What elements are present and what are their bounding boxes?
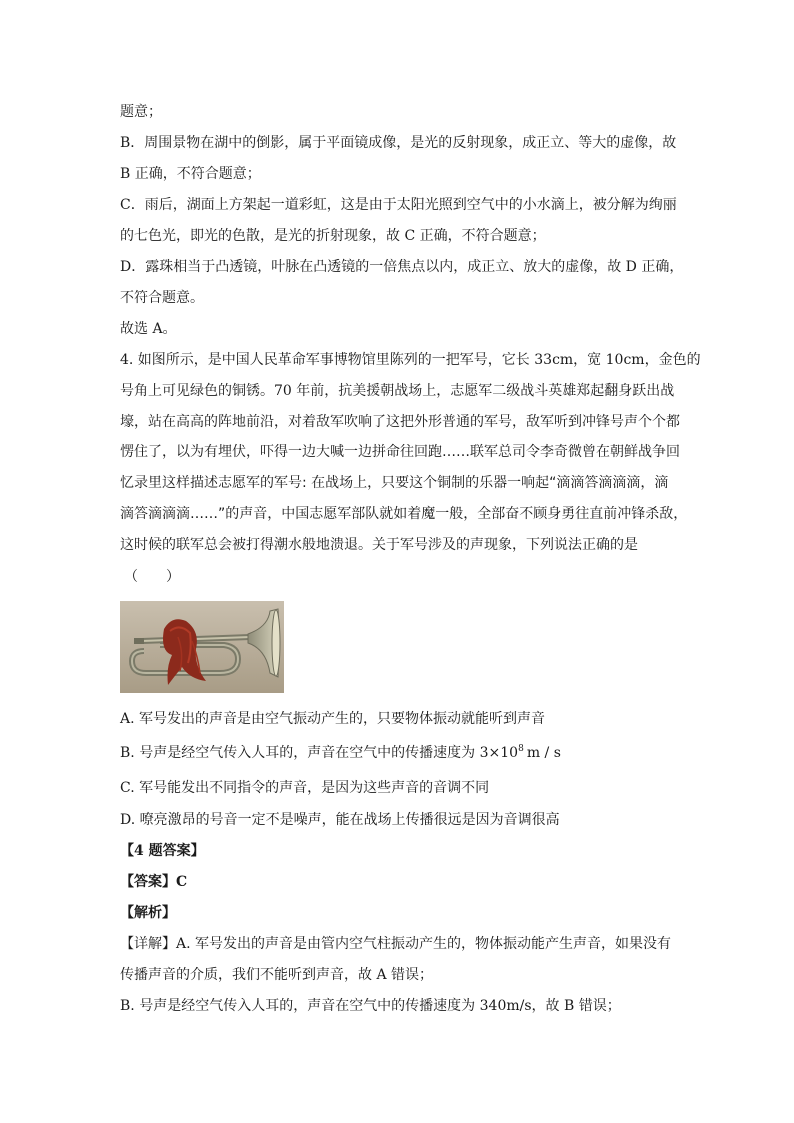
option-a: A. 军号发出的声音是由空气振动产生的，只要物体振动就能听到声音: [120, 711, 546, 727]
option-d: D. 嘹亮激昂的号音一定不是噪声，能在战场上传播很远是因为音调很高: [120, 812, 560, 828]
option-b-text: B. 号声是经空气传入人耳的，声音在空气中的传播速度为: [120, 745, 480, 761]
question-4-line-5: 忆录里这样描述志愿军的军号: 在战场上，只要这个铜制的乐器一响起“滴滴答滴滴滴，滴: [120, 475, 669, 491]
text-line-5: 的七色光，即光的色散，是光的折射现象，故 C 正确，不符合题意；: [120, 228, 546, 244]
question-4-line-4: 愣住了，以为有埋伏，吓得一边大喊一边拼命往回跑……联军总司令李奇微曾在朝鲜战争回: [120, 444, 680, 460]
detail-line-2: 传播声音的介质，我们不能听到声音，故 A 错误；: [120, 967, 434, 983]
text-line-7: 不符合题意。: [120, 290, 204, 306]
text-line-4: C．雨后，湖面上方架起一道彩虹，这是由于太阳光照到空气中的小水滴上，被分解为绚丽: [120, 197, 677, 213]
detail-line-3: B. 号声是经空气传入人耳的，声音在空气中的传播速度为 340m/s，故 B 错误；: [120, 998, 621, 1014]
option-c: C. 军号能发出不同指令的声音，是因为这些声音的音调不同: [120, 780, 490, 796]
question-4-blank: （ ）: [124, 569, 180, 585]
option-b-unit: m / s: [526, 745, 561, 761]
option-b-speed-value: 3×10: [479, 745, 519, 761]
option-b-exponent: 8: [518, 744, 524, 754]
question-4-line-2: 号角上可见绿色的铜锈。70 年前，抗美援朝战场上，志愿军二级战斗英雄郑起翻身跃出战: [120, 383, 675, 399]
text-line-3: B 正确，不符合题意；: [120, 166, 261, 182]
question-4-line-6: 滴答滴滴滴……”的声音，中国志愿军部队就如着魔一般，全部奋不顾身勇往直前冲锋杀敌，: [120, 506, 688, 522]
question-4-line-7: 这时候的联军总会被打得潮水般地溃退。关于军号涉及的声现象，下列说法正确的是: [120, 537, 638, 553]
option-b: [120, 743, 561, 763]
text-line-1: 题意；: [120, 104, 162, 120]
analysis-heading: 【解析】: [120, 905, 176, 921]
question-4-line-3: 壕，站在高高的阵地前沿，对着敌军吹响了这把外形普通的军号，敌军听到冲锋号声个个都: [120, 414, 680, 430]
text-line-2: B．周围景物在湖中的倒影，属于平面镜成像，是光的反射现象，成正立、等大的虚像，故: [120, 135, 677, 151]
detail-line-1: 【详解】A. 军号发出的声音是由管内空气柱振动产生的，物体振动能产生声音，如果没有: [120, 936, 672, 952]
text-line-6: D．露珠相当于凸透镜，叶脉在凸透镜的一倍焦点以内，成正立、放大的虚像，故 D 正确，: [120, 259, 684, 275]
question-4-line-1: 4. 如图所示，是中国人民革命军事博物馆里陈列的一把军号，它长 33cm，宽 10cm，金色的: [120, 352, 701, 368]
answer-heading: 【4 题答案】: [120, 843, 205, 859]
text-line-8: 故选 A。: [120, 321, 177, 337]
bugle-image: [120, 601, 284, 693]
answer-line: 【答案】C: [120, 874, 188, 890]
